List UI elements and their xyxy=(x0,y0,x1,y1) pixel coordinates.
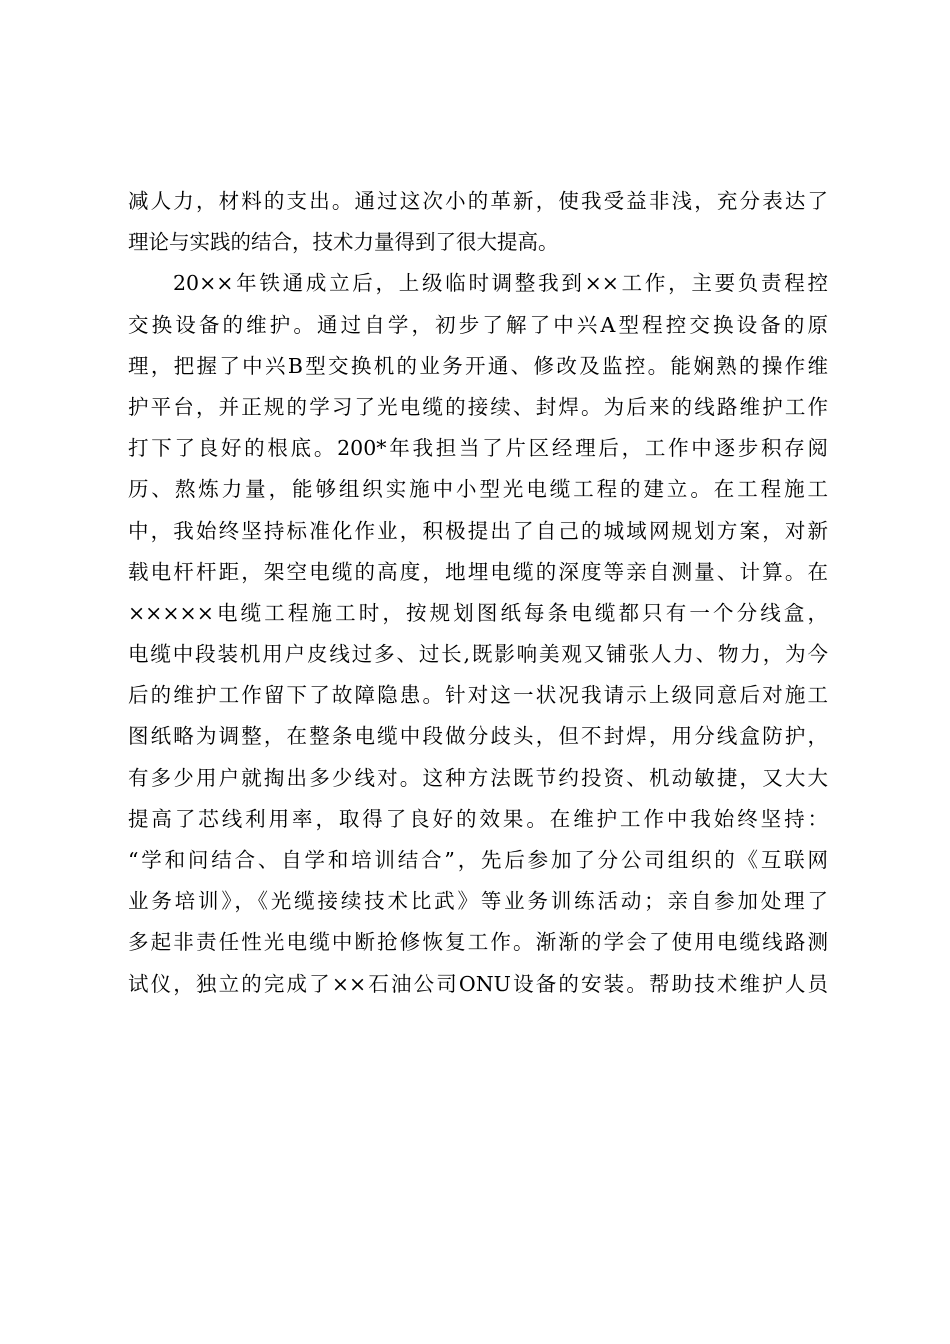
paragraph-2-line-10: 电缆中段装机用户皮线过多、过长,既影响美观又铺张人力、物力，为今 xyxy=(128,642,828,667)
paragraph-2-line-11: 后的维护工作留下了故障隐患。针对这一状况我请示上级同意后对施工 xyxy=(128,683,828,708)
paragraph-2-line-12: 图纸略为调整，在整条电缆中段做分歧头，但不封焊，用分线盒防护， xyxy=(128,724,828,749)
document-body xyxy=(128,184,828,1008)
paragraph-1-line-1: 减人力，材料的支出。通过这次小的革新，使我受益非浅，充分表达了 xyxy=(128,189,828,213)
paragraph-2-line-15: “学和问结合、自学和培训结合”，先后参加了分公司组织的《互联网 xyxy=(128,848,828,872)
paragraph-2-line-8: 载电杆杆距，架空电缆的高度，地埋电缆的深度等亲自测量、计算。在 xyxy=(128,559,828,584)
paragraph-2-line-9: ×××××电缆工程施工时，按规划图纸每条电缆都只有一个分线盒， xyxy=(128,600,828,625)
paragraph-2-line-5: 打下了良好的根底。200*年我担当了片区经理后，工作中逐步积存阅 xyxy=(128,436,828,461)
paragraph-2-line-2: 交换设备的维护。通过自学，初步了解了中兴A型程控交换设备的原 xyxy=(128,312,828,337)
paragraph-2-line-7: 中，我始终坚持标准化作业，积极提出了自己的城域网规划方案，对新 xyxy=(128,518,828,543)
paragraph-2-line-1: 20××年铁通成立后，上级临时调整我到××工作，主要负责程控 xyxy=(173,271,828,296)
paragraph-2-line-16: 业务培训》，《光缆接续技术比武》等业务训练活动；亲自参加处理了 xyxy=(128,889,828,914)
paragraph-2-line-14: 提高了芯线利用率，取得了良好的效果。在维护工作中我始终坚持： xyxy=(128,806,828,831)
paragraph-2-line-18: 试仪，独立的完成了××石油公司ONU设备的安装。帮助技术维护人员 xyxy=(128,971,828,996)
paragraph-2-line-6: 历、熬炼力量，能够组织实施中小型光电缆工程的建立。在工程施工 xyxy=(128,477,828,502)
paragraph-2-line-4: 护平台，并正规的学习了光电缆的接续、封焊。为后来的线路维护工作 xyxy=(128,394,828,419)
paragraph-2-line-17: 多起非责任性光电缆中断抢修恢复工作。渐渐的学会了使用电缆线路测 xyxy=(128,930,828,955)
paragraph-2-line-13: 有多少用户就掏出多少线对。这种方法既节约投资、机动敏捷，又大大 xyxy=(128,765,828,790)
paragraph-1-line-2: 理论与实践的结合，技术力量得到了很大提高。 xyxy=(128,230,559,255)
paragraph-2-line-3: 理，把握了中兴B型交换机的业务开通、修改及监控。能娴熟的操作维 xyxy=(128,353,828,378)
